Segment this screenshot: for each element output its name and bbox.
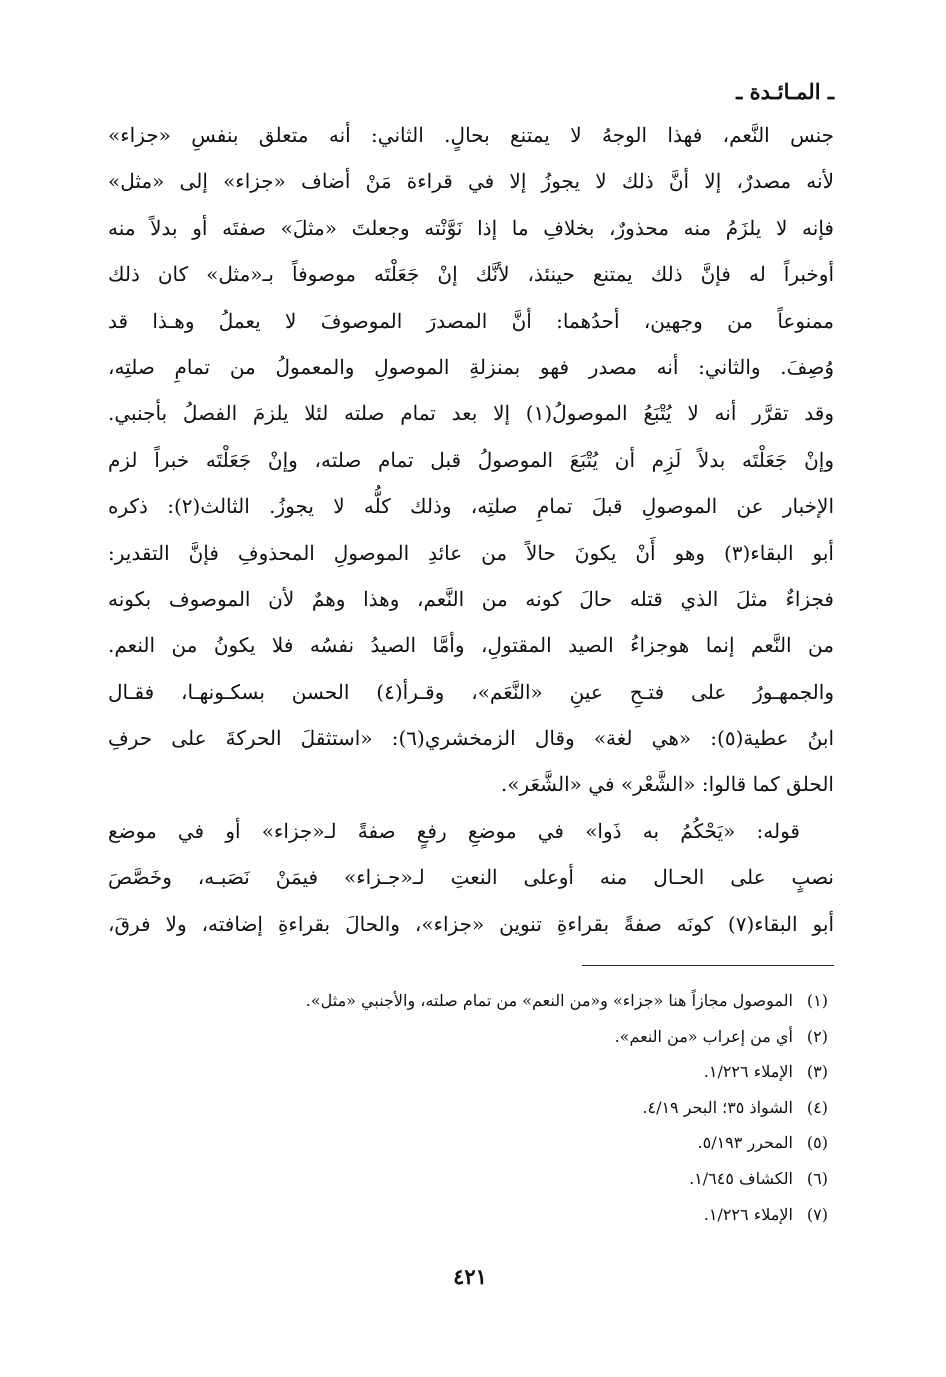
text-line: فإنه لا يلزَمُ منه محذورٌ، بخلافِ ما إذا نَوَّنْته وجعلتَ «مثلَ» صفتَه أو بدلاً منه xyxy=(108,215,834,240)
text-line: والجمهـورُ على فتـحِ عينِ «النَّعَم»، وقـرأ(٤) الحسن بسكـونهـا، فقـال xyxy=(108,679,834,704)
footnote xyxy=(128,983,828,1019)
running-header: ـ المـائـدة ـ xyxy=(736,79,834,104)
footnote-text: أي من إعراب «من النعم». xyxy=(614,1026,793,1046)
footnote xyxy=(128,1125,828,1161)
footnote-number: (٥) xyxy=(806,1133,828,1153)
text-line: أبو البقاء(٣) وهو أَنْ يكونَ حالاً من عائدِ الموصولِ المحذوفِ فإنَّ التقدير: xyxy=(108,540,834,565)
footnote-divider xyxy=(582,965,834,966)
footnote xyxy=(128,1019,828,1055)
footnote-number: (٧) xyxy=(806,1204,828,1224)
footnote xyxy=(128,1197,828,1233)
text-line: ابنُ عطية(٥): «هي لغة» وقال الزمخشري(٦): «استثقلَ الحركةَ على حرفِ xyxy=(108,726,834,751)
footnote-text: الإملاء ١/٢٢٦. xyxy=(703,1204,793,1224)
footnote-number: (١) xyxy=(806,991,828,1010)
text-line: جنس النَّعم، فهذا الوجهُ لا يمتنع بحالٍ. الثاني: أنه متعلق بنفسِ «جزاء» xyxy=(108,123,834,147)
footnote-number: (٦) xyxy=(806,1168,828,1188)
page-number-text: ٤٢١ xyxy=(453,1264,487,1289)
footnote-text: الموصول مجازاً هنا «جزاء» و«من النعم» من تمام صلته، والأجنبي «مثل». xyxy=(305,991,793,1010)
footnote xyxy=(128,1090,828,1126)
text-line: نصبٍ على الحـال منه أوعلى النعتِ لـ«جـزاء» فيمَنْ نَصَبـه، وخَصَّصَ xyxy=(108,865,834,890)
text-line: ممنوعاً من وجهين، أحدُهما: أنَّ المصدرَ الموصوفَ لا يعملُ وهـذا قد xyxy=(108,308,834,333)
text-line: لأنه مصدرٌ، إلا أنَّ ذلك لا يجوزُ إلا في قراءة مَنْ أضاف «جزاء» إلى «مثل» xyxy=(108,169,834,194)
footnote-text: المحرر ٥/١٩٣. xyxy=(697,1133,793,1153)
footnote-number: (٤) xyxy=(806,1097,828,1117)
footnote xyxy=(128,1161,828,1197)
footnote-number: (٢) xyxy=(806,1026,828,1046)
text-line: وقد تقرَّر أنه لا يُتْبَعُ الموصولُ(١) إلا بعد تمام صلته لئلا يلزمَ الفصلُ بأجنبي. xyxy=(108,401,834,426)
footnote-text: الشواذ ٣٥؛ البحر ٤/١٩. xyxy=(642,1097,793,1117)
text-line: وُصِفَ. والثاني: أنه مصدر فهو بمنزلةِ الموصولِ والمعمولُ من تمامِ صلتِه، xyxy=(108,354,834,379)
text-line: أبو البقاء(٧) كونَه صفةً بقراءةِ تنوين «جزاء»، والحالَ بقراءةِ إضافته، ولا فرقَ، xyxy=(108,911,834,936)
text-line: وإنْ جَعَلْتَه بدلاً لَزِم أن يُتْبَعَ الموصولُ قبل تمام صلته، وإنْ جَعَلْتَه خبراً لزم xyxy=(108,447,834,472)
text-line: قوله: «يَحْكُمُ به ذَوا» في موضعِ رفعٍ صفةً لـ«جزاء» أو في موضع xyxy=(108,818,800,843)
text-line: أوخبراً له فإنَّ ذلك يمتنع حينئذ، لأنَّك إنْ جَعَلْتَه موصوفاً بـ«مثل» كان ذلك xyxy=(108,262,834,287)
text-line: من النَّعم إنما هوجزاءُ الصيد المقتولِ، وأمَّا الصيدُ نفسُه فلا يكونُ من النعم. xyxy=(108,633,834,658)
text-line: فجزاءٌ مثلَ الذي قتله حالَ كونه من النَّعم، وهذا وهمٌ لأن الموصوف بكونه xyxy=(108,586,834,611)
footnote-number: (٣) xyxy=(806,1062,828,1082)
footnote xyxy=(128,1054,828,1090)
body-text xyxy=(108,112,834,947)
page-number xyxy=(0,1262,946,1292)
text-line: الإخبار عن الموصولِ قبلَ تمامِ صلتِه، وذلك كلُّه لا يجوزُ. الثالث(٢): ذكره xyxy=(108,494,834,519)
footnotes xyxy=(128,983,828,1232)
footnote-text: الكشاف ١/٦٤٥. xyxy=(689,1168,793,1188)
text-line: الحلق كما قالوا: «الشَّعْر» في «الشَّعَر». xyxy=(500,772,834,797)
footnote-text: الإملاء ١/٢٢٦. xyxy=(703,1062,793,1082)
